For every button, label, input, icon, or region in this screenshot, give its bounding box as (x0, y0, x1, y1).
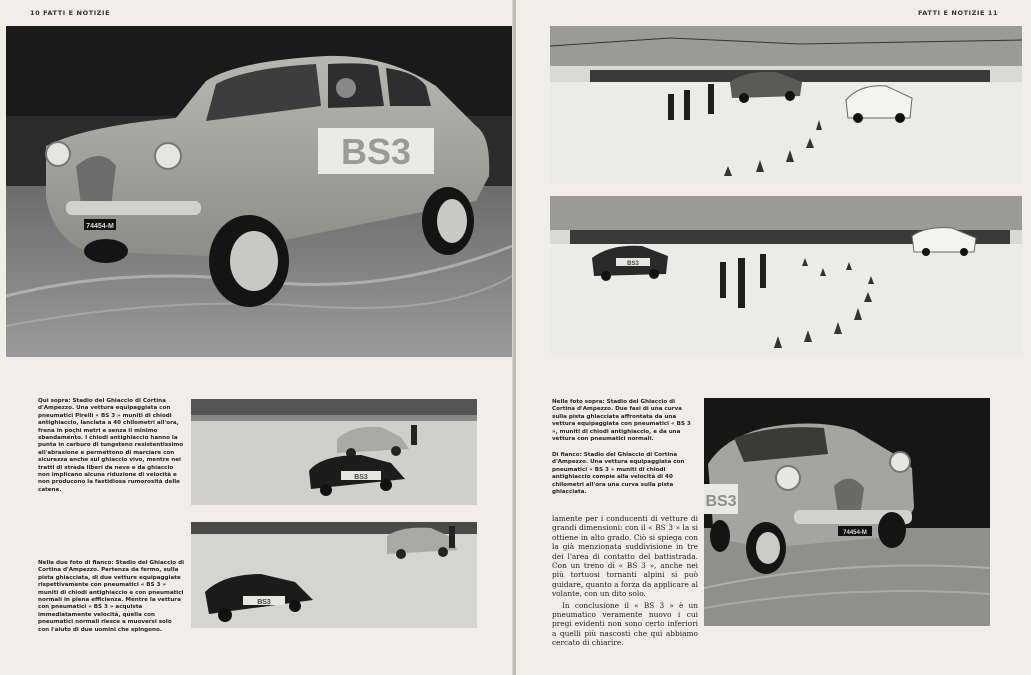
curve-car-label: BS3 (627, 261, 639, 267)
photo-curve-phase-2 (550, 196, 1022, 356)
car-plate: 74454-M (86, 223, 114, 230)
article-paragraph-1: lamente per i conducenti di vetture di grandi dimensioni: con il « BS 3 » la si ottiene in alto grado. Ciò si spiega con la già menzionata suddivisione in tre dei l'area di contatto del battistrada. Con un treno di « BS 3 », anche nei più tortuosi tornanti alpini si può guidare, quanto a forza da applicare al volante, con un dito solo. (552, 514, 698, 599)
photo-curve-phase-1 (550, 26, 1022, 184)
article-body (552, 514, 698, 650)
caption-side-right: Di fianco: Stadio del Ghiaccio di Cortina d'Ampezzo. Una vettura equipaggiata con pneumatici « BS 3 » muniti di chiodi antighiaccio compie alla velocità di 40 chilometri all'ora una curva sulla pista ghiacciata. (552, 452, 685, 496)
photo-car-cornering (704, 398, 990, 626)
corner-car-label: BS3 (705, 493, 737, 510)
left-page-header: 10 FATTI E NOTIZIE (30, 9, 111, 17)
right-page-header: FATTI E NOTIZIE 11 (918, 9, 999, 17)
photo-start-1 (191, 399, 477, 505)
article-paragraph-2: In conclusione il « BS 3 » è un pneumatico veramente nuovo i cui pregi evidenti non sono certo inferiori a quelli più nascosti che qui abbiamo cercato di chiarire. (552, 600, 698, 648)
small-car-label-2: BS3 (257, 599, 271, 606)
car-side-label: BS3 (340, 131, 412, 172)
caption-bottom-left: Nelle due foto di fianco: Stadio del Ghiaccio di Cortina d'Ampezzo. Partenza da fermo, sulla pista ghiacciata, di due vetture equipaggiate rispettivamente con pneumatici « BS 3 » muniti di chiodi antighiaccio e con pneumatici normali in piena efficienza. Mentre la vettura con pneumatici « BS 3 » acquista immediatamente velocità, quella con pneumatici normali riesce a muoversi solo con l'aiuto di due uomini che spingono. (38, 560, 185, 633)
corner-car-plate: 74454-M (843, 530, 867, 536)
caption-top-right: Nelle foto sopra: Stadio del Ghiaccio di Cortina d'Ampezzo. Due fasi di una curva sulla pista ghiacciata affrontata da una vettura equipaggiata con pneumatici « BS 3 », muniti di chiodi antighiaccio, e da una vettura con pneumatici normali. (552, 399, 691, 443)
right-page (516, 0, 1031, 675)
photo-start-2 (191, 522, 477, 628)
caption-top-left: Qui sopra: Stadio del Ghiaccio di Cortina d'Ampezzo. Una vettura equipaggiata con pneumatici Pirelli « BS 3 » muniti di chiodi antighiaccio, lanciata a 40 chilometri all'ora, frena in pochi metri e senza il minimo sbandamento. I chiodi antighiaccio hanno la punta in carburo di tungsteno resistentissimo all'abrasione e permettono di marciare con sicurezza anche sul ghiaccio vivo, mentre nei tratti di strada liberi da neve e da ghiaccio non implicano alcuna riduzione di velocità e non producono la fastidiosa rumorosità delle catene. (38, 398, 184, 493)
small-car-label-1: BS3 (354, 474, 368, 481)
left-page (0, 0, 514, 675)
photo-car-braking (6, 26, 512, 357)
